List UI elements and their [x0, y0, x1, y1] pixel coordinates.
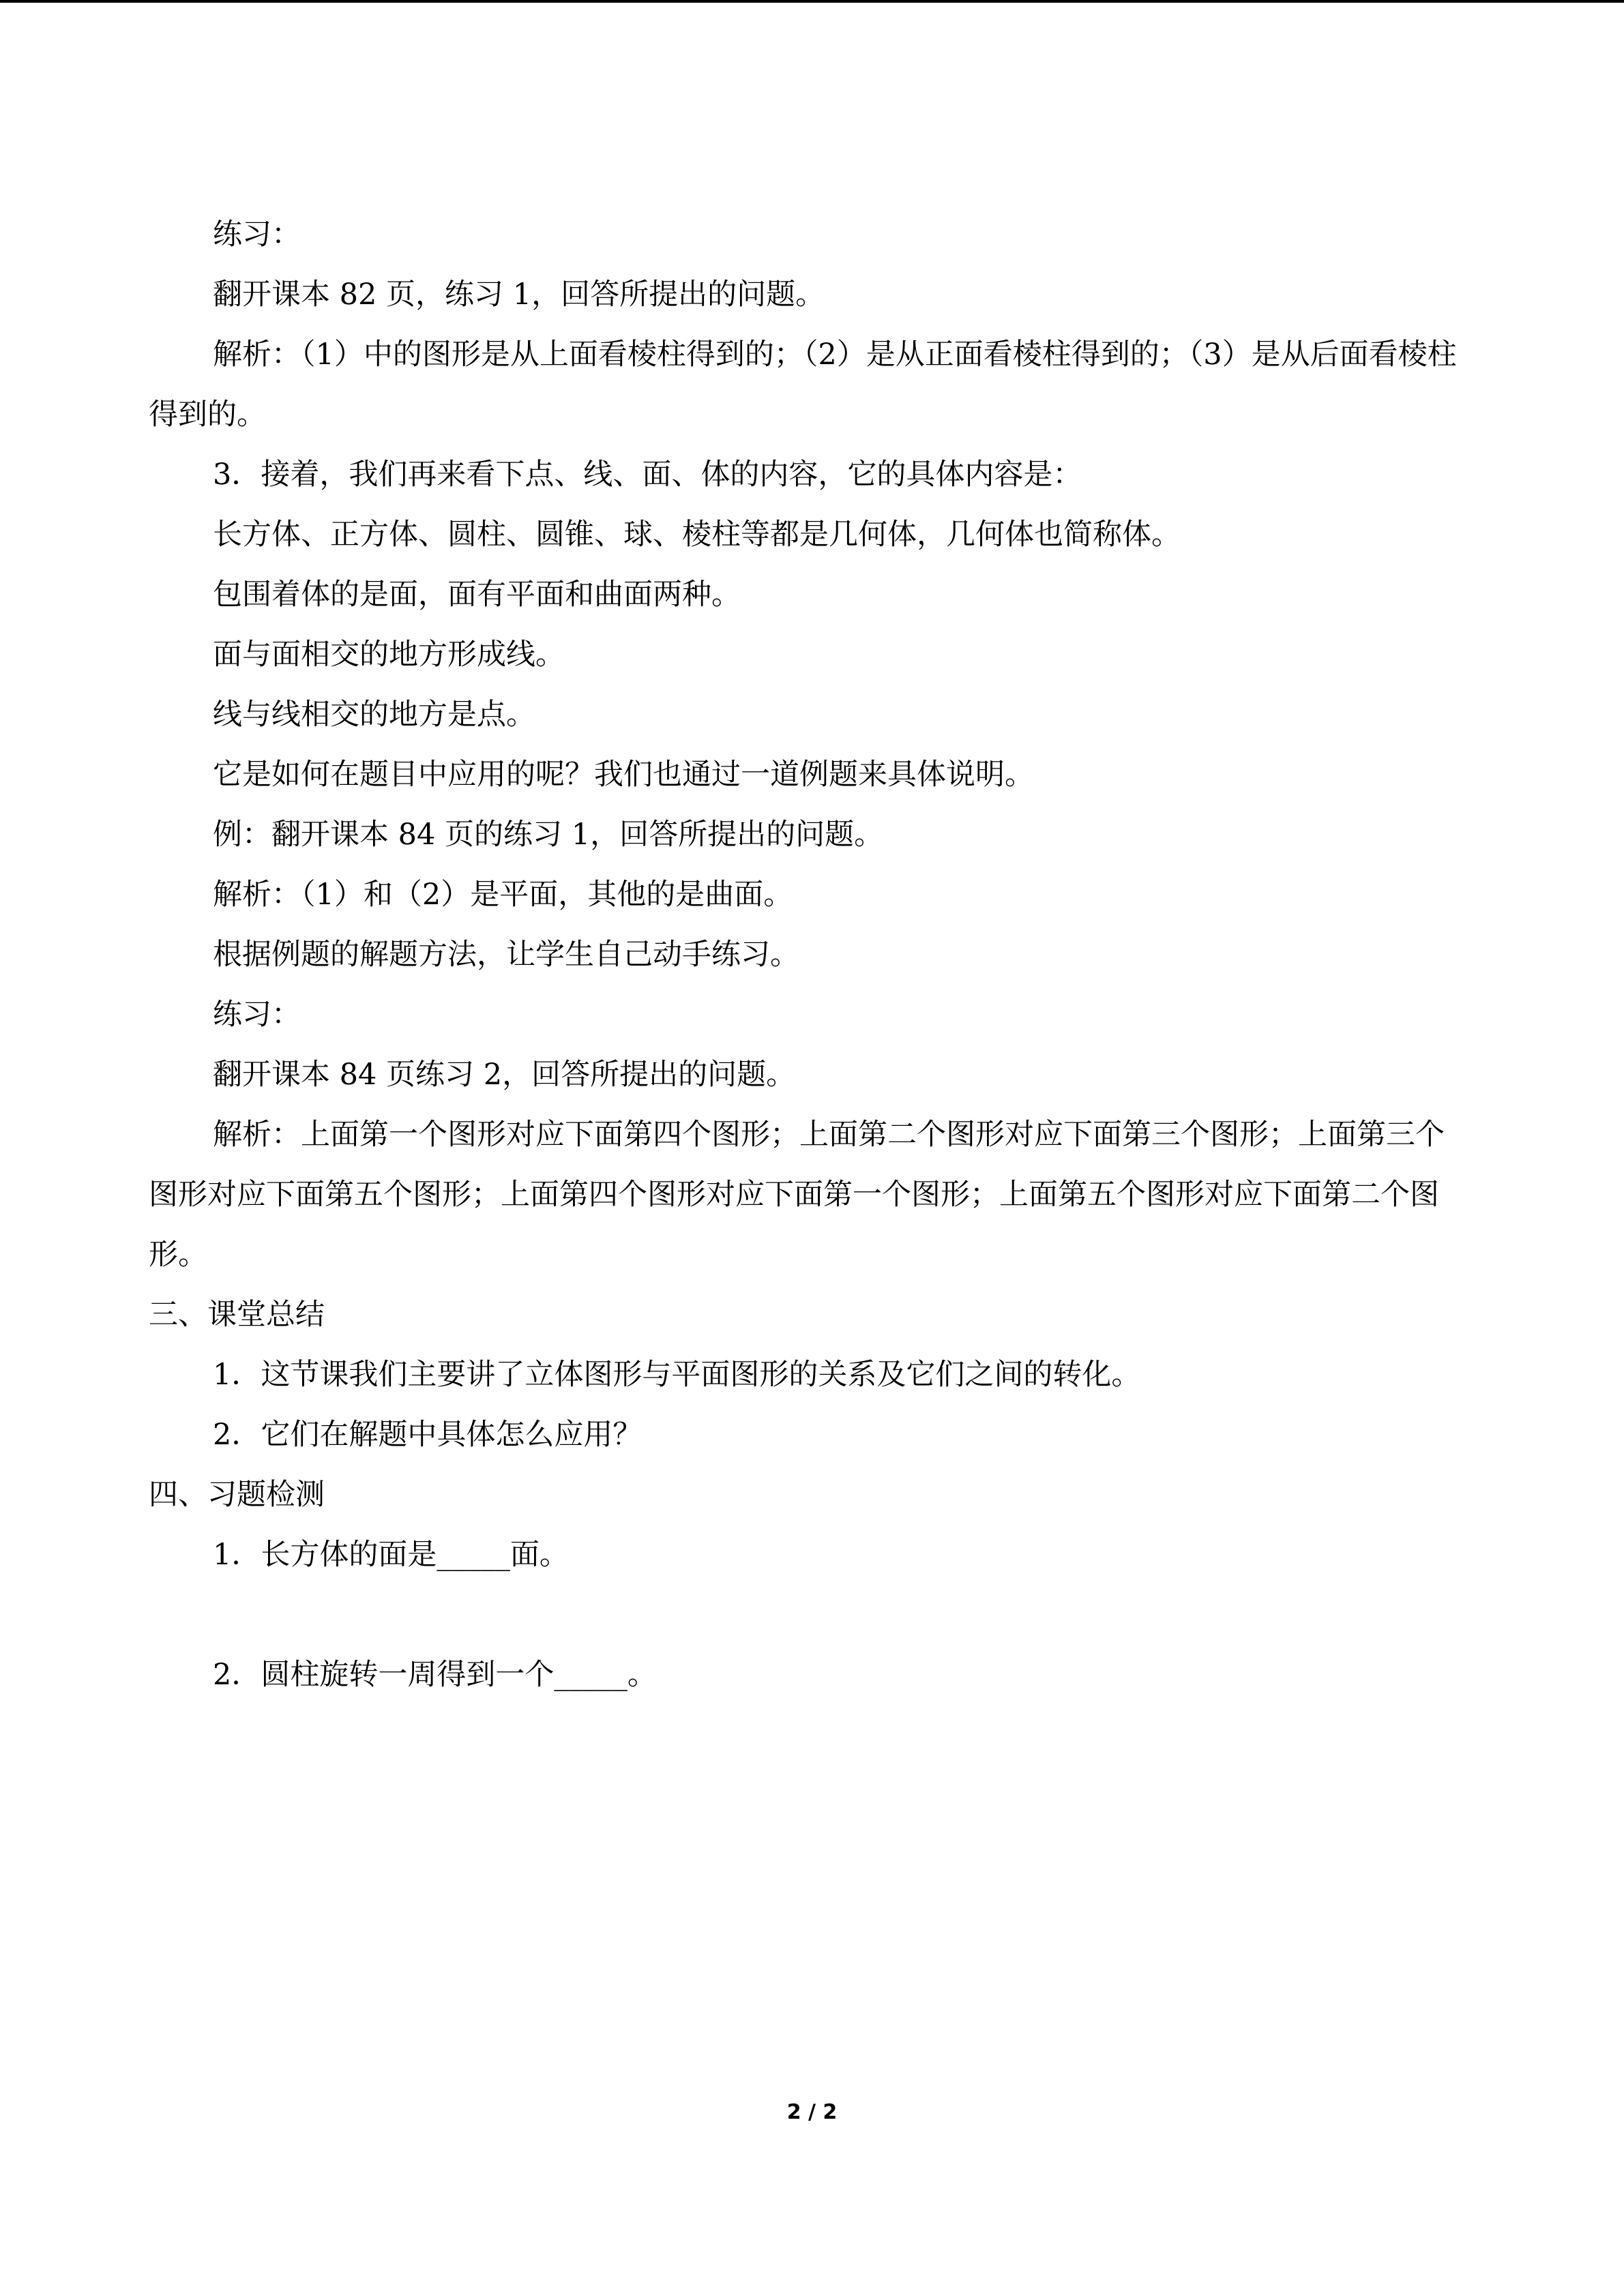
- exercise-spacing: [149, 1585, 1472, 1645]
- exercise-item-2: 2．圆柱旋转一周得到一个_____。: [213, 1658, 657, 1692]
- definition-surface: 包围着体的是面，面有平面和曲面两种。: [213, 578, 741, 612]
- practice-transition: 根据例题的解题方法，让学生自己动手练习。: [213, 938, 799, 972]
- document-body: [149, 205, 1472, 1705]
- definition-line: 面与面相交的地方形成线。: [213, 638, 565, 672]
- summary-item-1: 1．这节课我们主要讲了立体图形与平面图形的关系及它们之间的转化。: [213, 1358, 1141, 1392]
- practice-instruction-2: 翻开课本 84 页练习 2，回答所提出的问题。: [213, 1058, 796, 1092]
- section-heading-summary: 三、课堂总结: [149, 1298, 325, 1332]
- practice-analysis: 解析：（1）中的图形是从上面看棱柱得到的；（2）是从正面看棱柱得到的；（3）是从后面看棱柱得到的。: [149, 338, 1457, 432]
- practice-heading-2: 练习：: [213, 998, 301, 1032]
- example-question: 例：翻开课本 84 页的练习 1，回答所提出的问题。: [213, 818, 884, 852]
- section-heading-exercises: 四、习题检测: [149, 1478, 325, 1512]
- exercise-item-1: 1．长方体的面是_____面。: [213, 1538, 569, 1572]
- example-analysis: 解析：（1）和（2）是平面，其他的是曲面。: [213, 878, 793, 912]
- practice-heading: 练习：: [213, 218, 301, 252]
- practice-instruction: 翻开课本 82 页，练习 1，回答所提出的问题。: [213, 278, 825, 312]
- definition-point: 线与线相交的地方是点。: [213, 698, 535, 732]
- point-line-surface-intro: 3．接着，我们再来看下点、线、面、体的内容，它的具体内容是：: [213, 458, 1082, 492]
- page-top-border: [0, 0, 1624, 3]
- summary-item-2: 2．它们在解题中具体怎么应用？: [213, 1418, 643, 1452]
- practice-analysis-2: 解析：上面第一个图形对应下面第四个图形；上面第二个图形对应下面第三个图形；上面第三个图形对应下面第五个图形；上面第四个图形对应下面第一个图形；上面第五个图形对应下面第二个图形。: [149, 1118, 1445, 1272]
- page-number: 2 / 2: [786, 2100, 838, 2124]
- definition-solid: 长方体、正方体、圆柱、圆锥、球、棱柱等都是几何体，几何体也简称体。: [213, 518, 1181, 552]
- example-transition: 它是如何在题目中应用的呢？我们也通过一道例题来具体说明。: [213, 758, 1034, 792]
